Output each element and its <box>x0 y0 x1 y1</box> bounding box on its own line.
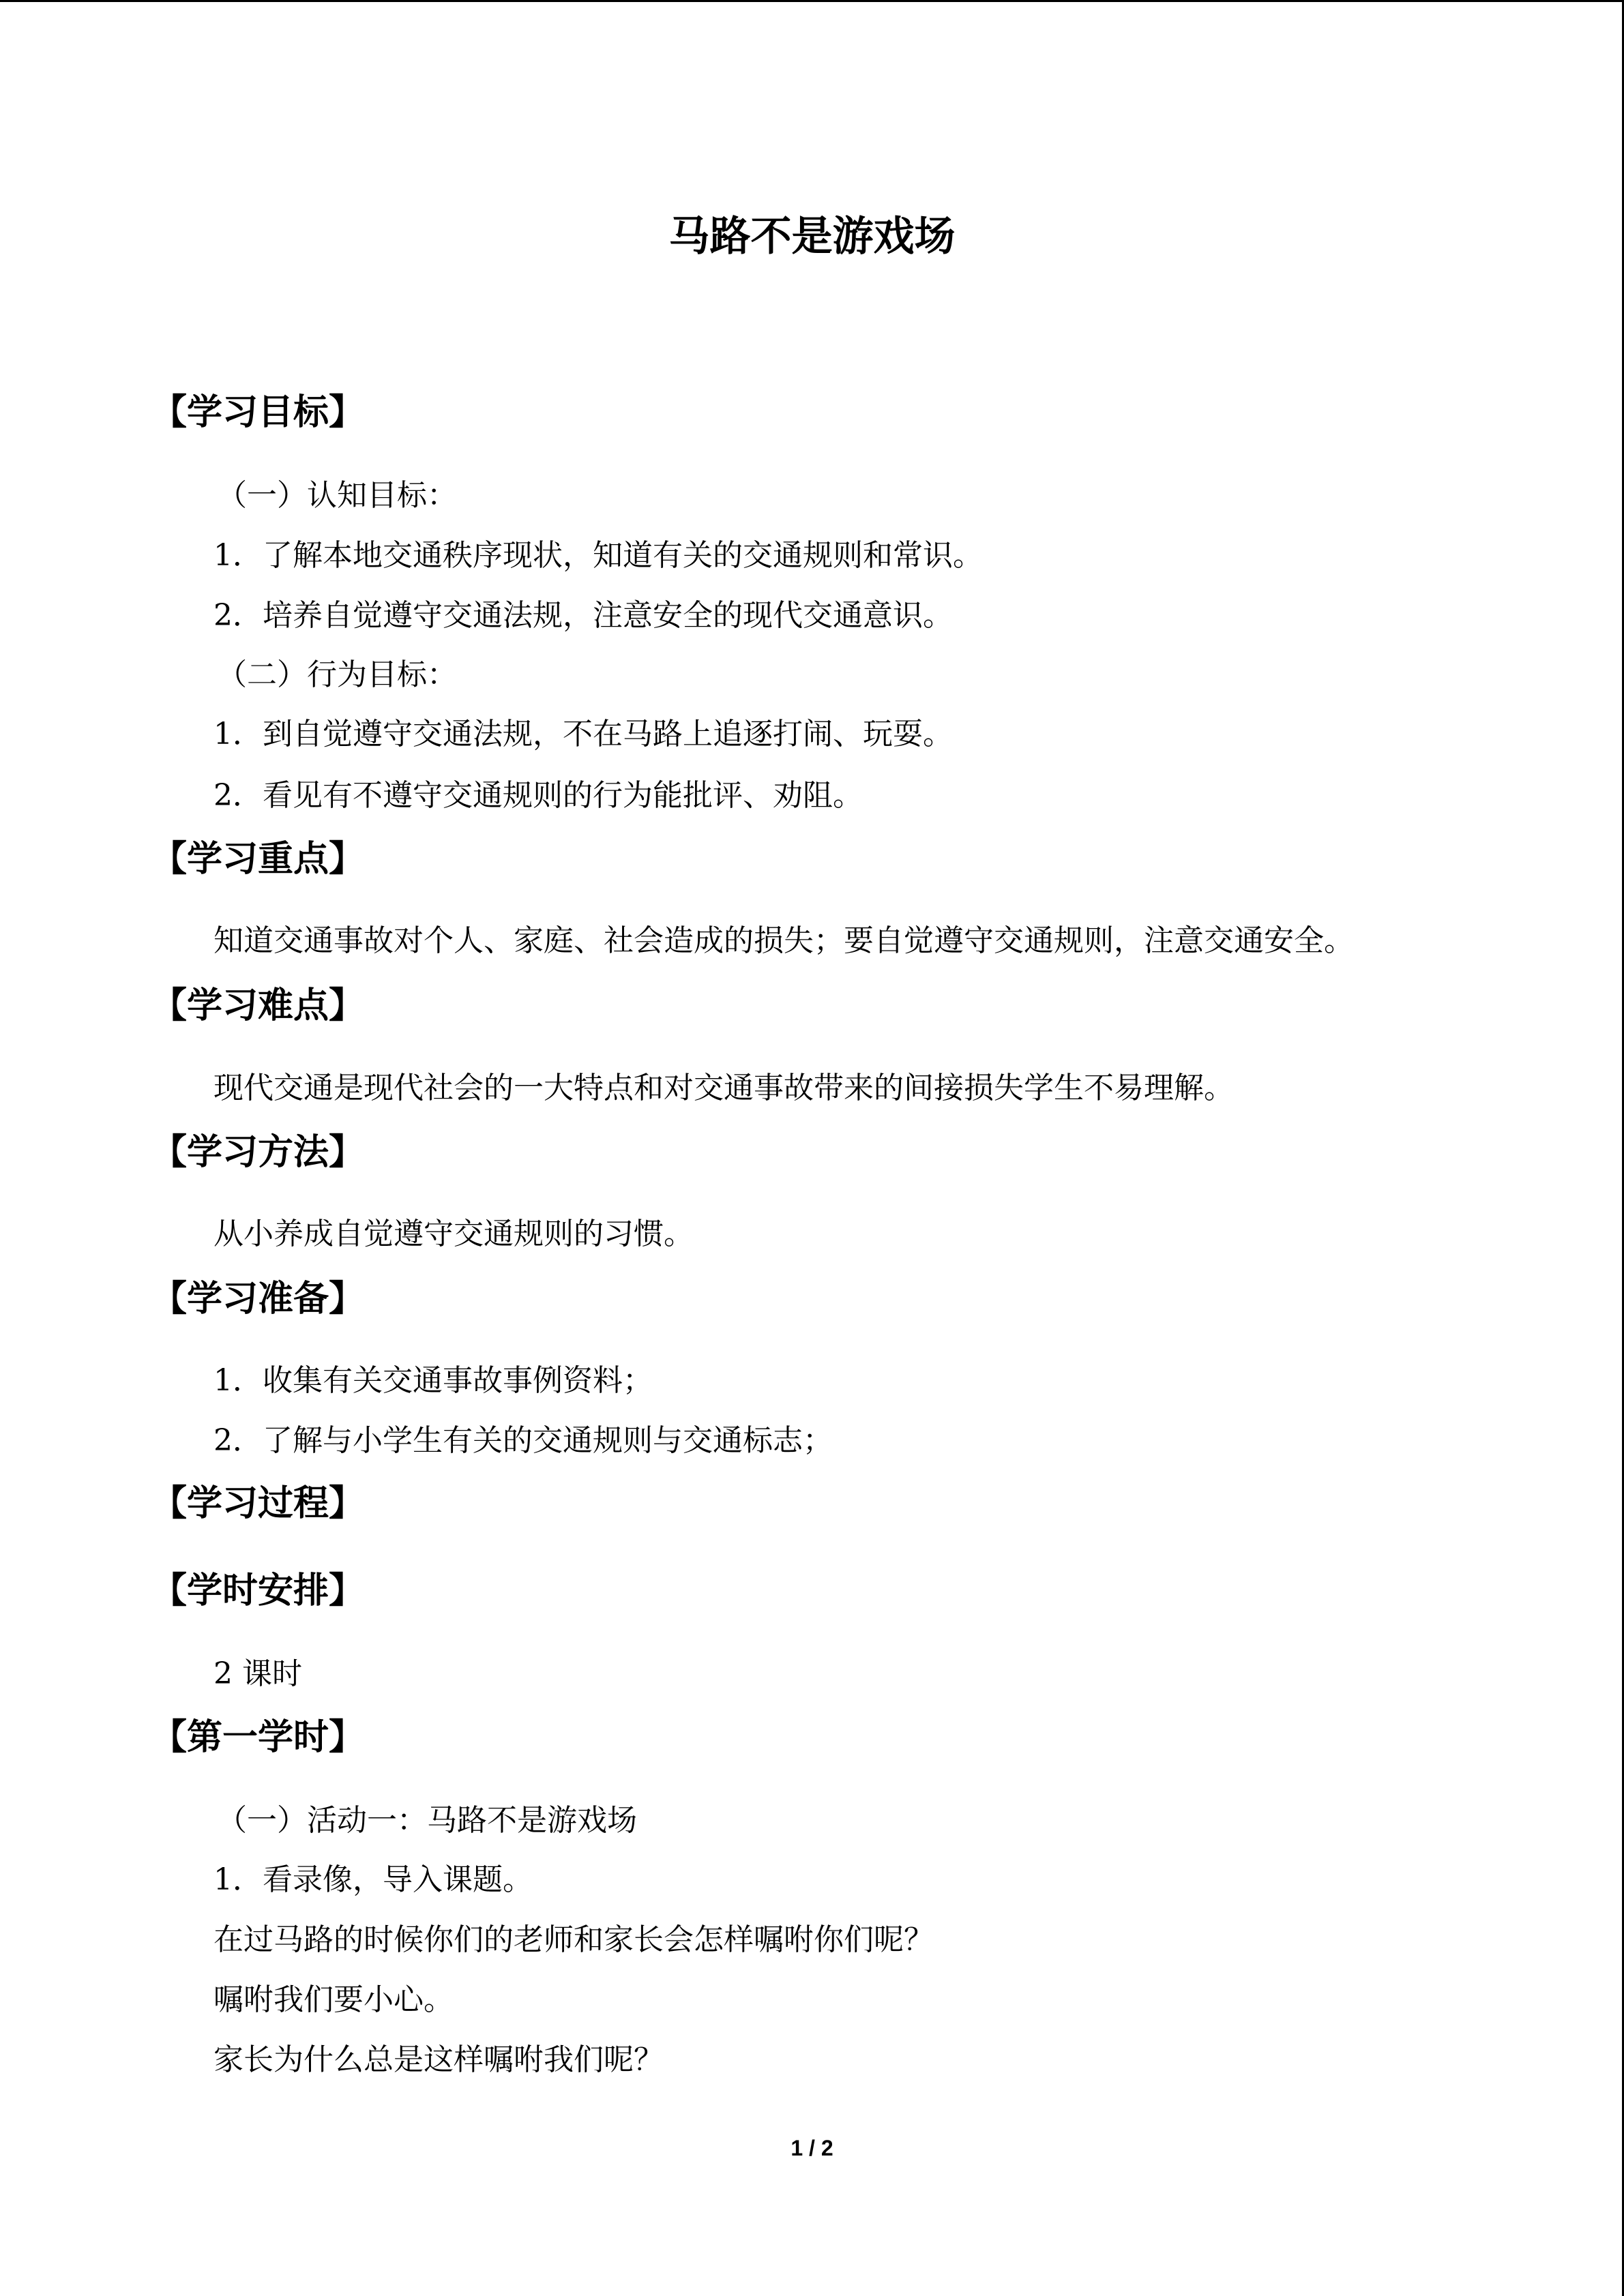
page-number: 1 / 2 <box>791 2136 833 2160</box>
preparation-item-1: 1．收集有关交通事故事例资料； <box>213 1363 653 1398</box>
step-1-text: 1．看录像，导入课题。 <box>213 1862 533 1897</box>
preparation-item-2: 2．了解与小学生有关的交通规则与交通标志； <box>213 1423 833 1458</box>
methods-text: 从小养成自觉遵守交通规则的习惯。 <box>213 1217 694 1251</box>
cognitive-goal-1: 1．了解本地交通秩序现状，知道有关的交通规则和常识。 <box>213 538 983 573</box>
cognitive-goal-2: 2．培养自觉遵守交通法规，注意安全的现代交通意识。 <box>213 598 953 633</box>
heading-difficulties: 【学习难点】 <box>151 985 365 1026</box>
document-title: 马路不是游戏场 <box>668 213 956 260</box>
key-points-text: 知道交通事故对个人、家庭、社会造成的损失；要自觉遵守交通规则，注意交通安全。 <box>213 923 1354 958</box>
cognitive-goal-label: （一）认知目标： <box>217 478 457 513</box>
behavior-goal-1: 1．到自觉遵守交通法规，不在马路上追逐打闹、玩耍。 <box>213 717 953 751</box>
body-line-2: 嘱咐我们要小心。 <box>213 1982 454 2017</box>
body-line-1: 在过马路的时候你们的老师和家长会怎样嘱咐你们呢？ <box>213 1922 934 1957</box>
difficulties-text: 现代交通是现代社会的一大特点和对交通事故带来的间接损失学生不易理解。 <box>213 1071 1234 1105</box>
heading-schedule: 【学时安排】 <box>151 1570 365 1611</box>
heading-process: 【学习过程】 <box>151 1483 365 1524</box>
body-line-3: 家长为什么总是这样嘱咐我们呢？ <box>213 2042 664 2077</box>
behavior-goal-2: 2．看见有不遵守交通规则的行为能批评、劝阻。 <box>213 778 863 813</box>
heading-objectives: 【学习目标】 <box>151 392 365 433</box>
activity-one-label: （一）活动一：马路不是游戏场 <box>217 1803 637 1838</box>
heading-methods: 【学习方法】 <box>151 1132 365 1173</box>
behavior-goal-label: （二）行为目标： <box>217 657 457 692</box>
page-top-border <box>0 0 1624 2</box>
heading-first-period: 【第一学时】 <box>151 1717 365 1758</box>
schedule-text: 2 课时 <box>213 1656 302 1691</box>
heading-key-points: 【学习重点】 <box>151 839 365 880</box>
heading-preparation: 【学习准备】 <box>151 1279 365 1320</box>
